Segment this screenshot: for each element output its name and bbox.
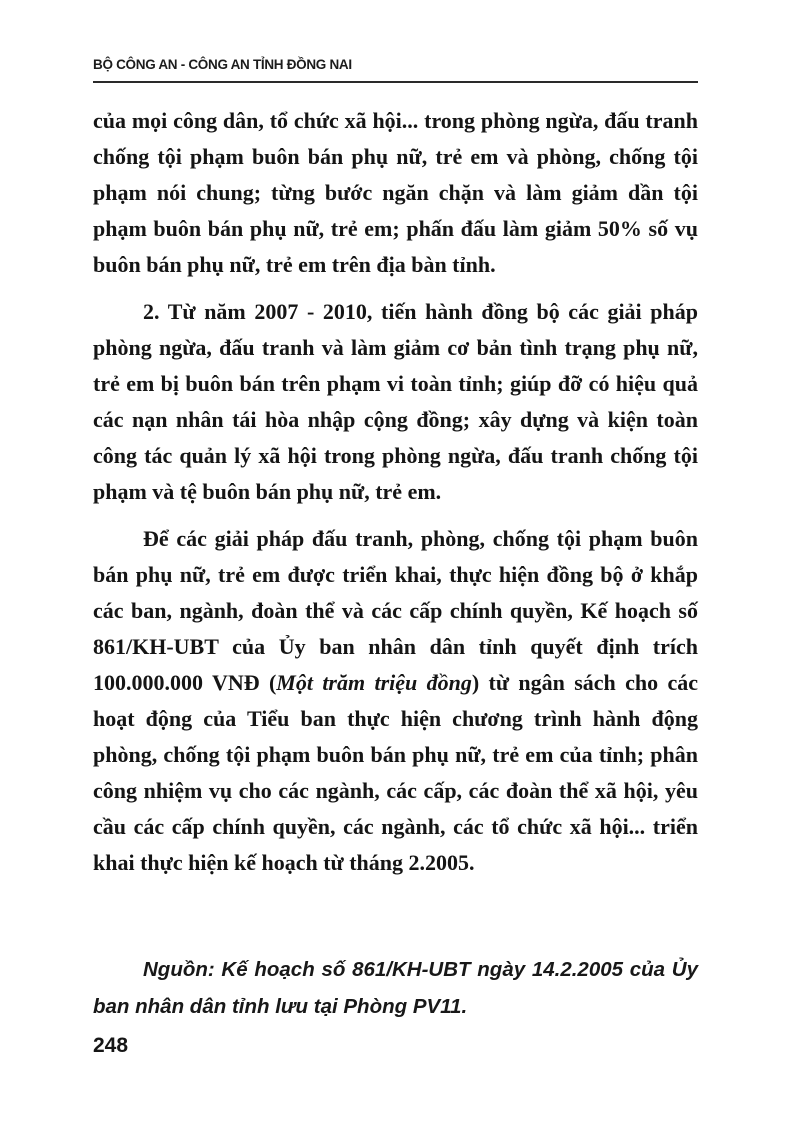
paragraph-funding-text-after: ) từ ngân sách cho các hoạt động của Tiểu ban thực hiện chương trình hành động phòng, chống tội phạm buôn bán phụ nữ, trẻ em của tỉnh; phân công nhiệm vụ cho các ngành, các cấp, các đoàn thể xã hội, yêu cầu các cấp chính quyền, các ngành, các tổ chức xã hội... triển khai thực hiện kế hoạch từ tháng 2.2005. <box>93 670 699 875</box>
source-note <box>93 951 698 1025</box>
document-page <box>93 0 698 1123</box>
paragraph-funding-amount-words: Một trăm triệu đồng <box>276 670 472 695</box>
source-note-text: Nguồn: Kế hoạch số 861/KH-UBT ngày 14.2.2005 của Ủy ban nhân dân tỉnh lưu tại Phòng PV11. <box>93 958 698 1018</box>
page-number: 248 <box>93 1034 129 1057</box>
paragraph-item-2: 2. Từ năm 2007 - 2010, tiến hành đồng bộ các giải pháp phòng ngừa, đấu tranh và làm giảm cơ bản tình trạng phụ nữ, trẻ em bị buôn bán trên phạm vi toàn tỉnh; giúp đỡ có hiệu quả các nạn nhân tái hòa nhập cộng đồng; xây dựng và kiện toàn công tác quản lý xã hội trong phòng ngừa, đấu tranh chống tội phạm và tệ buôn bán phụ nữ, trẻ em. <box>93 299 698 504</box>
running-header: BỘ CÔNG AN - CÔNG AN TỈNH ĐỒNG NAI <box>93 57 352 72</box>
paragraph-funding-text-before: Để các giải pháp đấu tranh, phòng, chống tội phạm buôn bán phụ nữ, trẻ em được triển khai, thực hiện đồng bộ ở khắp các ban, ngành, đoàn thể và các cấp chính quyền, Kế hoạch số 861/KH-UBT của Ủy ban nhân dân tỉnh quyết định trích 100.000.000 VNĐ ( <box>93 526 698 695</box>
paragraph-funding <box>93 521 698 881</box>
paragraph-continuation: của mọi công dân, tổ chức xã hội... trong phòng ngừa, đấu tranh chống tội phạm buôn bán phụ nữ, trẻ em và phòng, chống tội phạm nói chung; từng bước ngăn chặn và làm giảm dần tội phạm buôn bán phụ nữ, trẻ em; phấn đấu làm giảm 50% số vụ buôn bán phụ nữ, trẻ em trên địa bàn tỉnh. <box>93 108 698 277</box>
header-rule <box>93 81 698 83</box>
body-text <box>93 103 698 892</box>
